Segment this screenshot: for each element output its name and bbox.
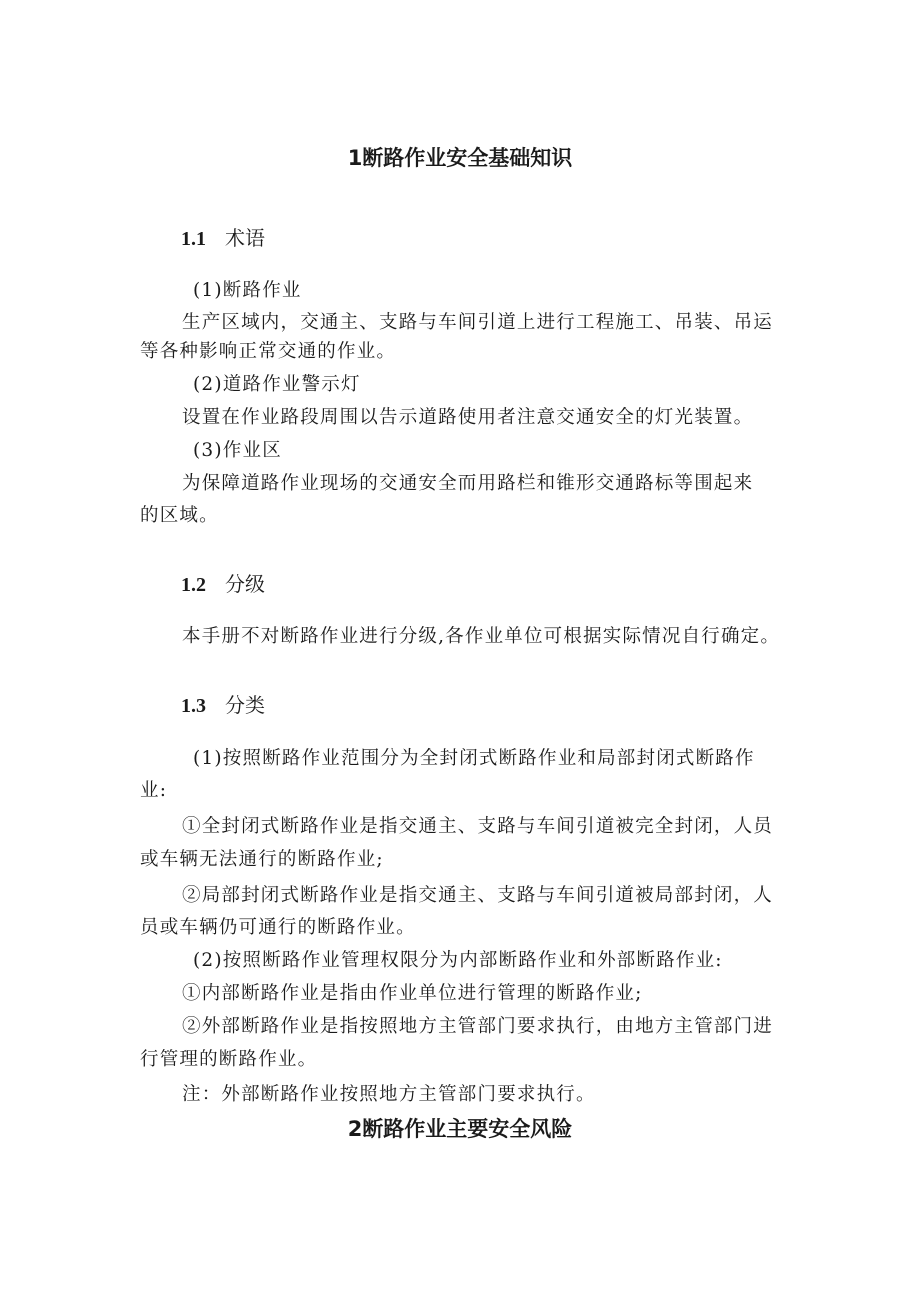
term-1-label: (1)断路作业 — [193, 280, 302, 301]
classification-1a-line-1: ①全封闭式断路作业是指交通主、支路与车间引道被完全封闭，人员 — [182, 816, 774, 837]
classification-2b-line-1: ②外部断路作业是指按照地方主管部门要求执行，由地方主管部门进 — [182, 1016, 774, 1037]
section-1-3-heading — [181, 689, 265, 718]
classification-2-line-1: (2)按照断路作业管理权限分为内部断路作业和外部断路作业: — [193, 950, 723, 971]
classification-1b-line-2: 员或车辆仍可通行的断路作业。 — [140, 917, 416, 938]
grading-text-line-1: 本手册不对断路作业进行分级,各作业单位可根据实际情况自行确定。 — [182, 626, 781, 647]
classification-1-line-2: 业: — [140, 780, 168, 801]
classification-1-line-1: (1)按照断路作业范围分为全封闭式断路作业和局部封闭式断路作 — [193, 748, 755, 769]
chapter-1-title: 1断路作业安全基础知识 — [347, 146, 573, 170]
classification-1a-line-2: 或车辆无法通行的断路作业; — [140, 849, 384, 870]
section-1-1-heading — [181, 222, 265, 251]
section-number: 1.2 — [181, 574, 206, 596]
term-3-label: (3)作业区 — [193, 440, 282, 461]
classification-2a-line-1: ①内部断路作业是指由作业单位进行管理的断路作业; — [182, 983, 643, 1004]
section-number: 1.1 — [181, 228, 206, 250]
classification-2b-line-2: 行管理的断路作业。 — [140, 1049, 318, 1070]
section-number: 1.3 — [181, 695, 206, 717]
classification-note: 注：外部断路作业按照地方主管部门要求执行。 — [182, 1084, 596, 1105]
term-3-text-line-1: 为保障道路作业现场的交通安全而用路栏和锥形交通路标等围起来 — [182, 473, 754, 494]
section-title: 术语 — [225, 226, 265, 250]
term-1-text-line-2: 等各种影响正常交通的作业。 — [140, 341, 397, 362]
term-3-text-line-2: 的区域。 — [140, 505, 219, 526]
term-2-label: (2)道路作业警示灯 — [193, 374, 361, 395]
section-title: 分类 — [225, 693, 265, 717]
section-1-2-heading — [181, 568, 265, 597]
chapter-2-title: 2断路作业主要安全风险 — [347, 1117, 573, 1141]
term-2-text-line-1: 设置在作业路段周围以告示道路使用者注意交通安全的灯光装置。 — [182, 407, 754, 428]
section-title: 分级 — [225, 572, 265, 596]
term-1-text-line-1: 生产区域内，交通主、支路与车间引道上进行工程施工、吊装、吊运 — [182, 312, 774, 333]
classification-1b-line-1: ②局部封闭式断路作业是指交通主、支路与车间引道被局部封闭，人 — [182, 885, 774, 906]
